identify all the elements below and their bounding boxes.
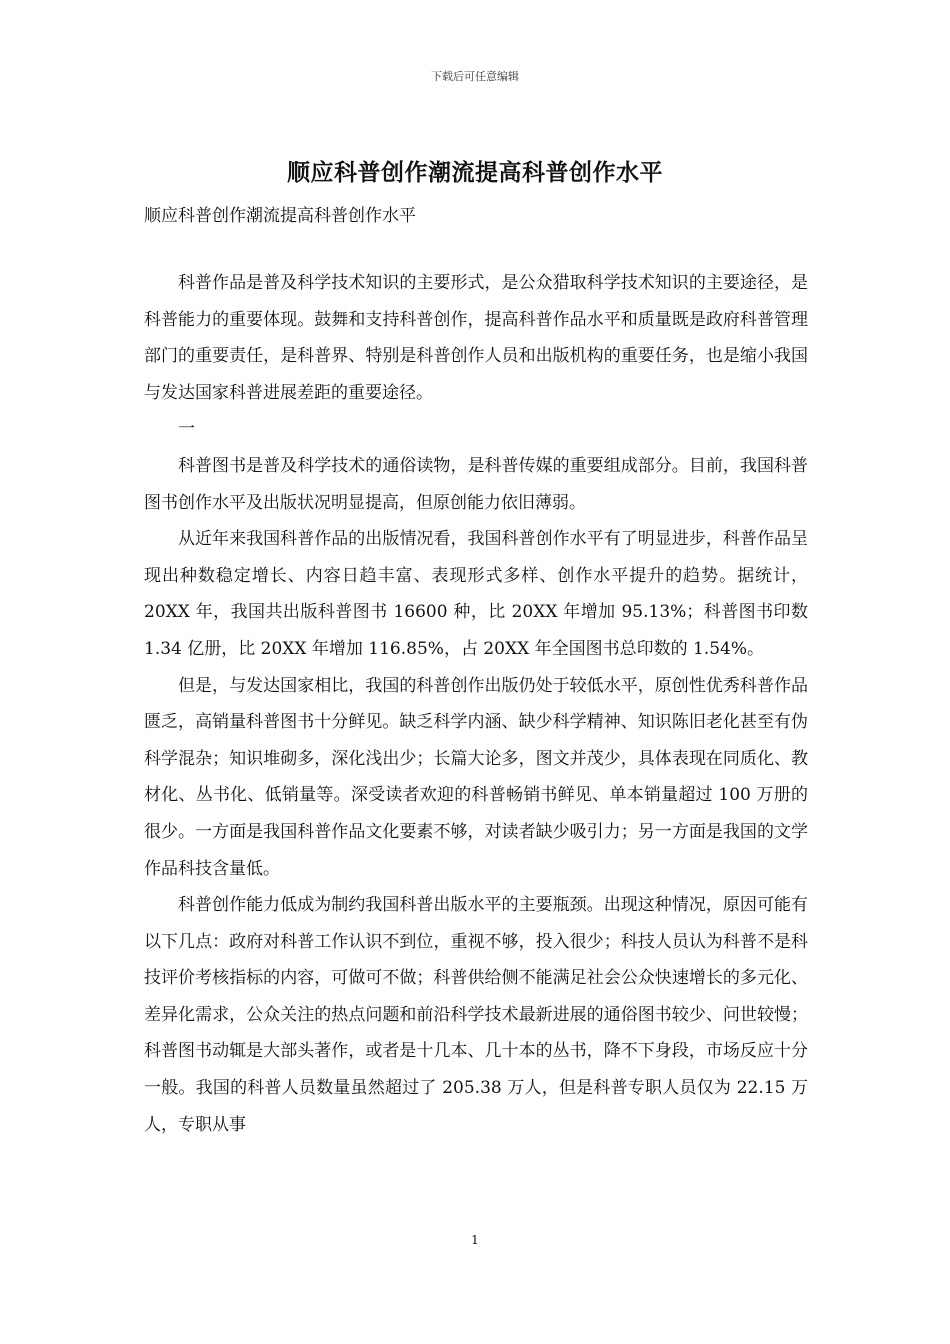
paragraph: 从近年来我国科普作品的出版情况看，我国科普创作水平有了明显进步，科普作品呈现出种数稳定增长、内容日趋丰富、表现形式多样、创作水平提升的趋势。据统计，20XX 年，我国共出版科普图书 16600 种，比 20XX 年增加 95.13%；科普图书印数 1.34 亿册，比 20XX 年增加 116.85%，占 20XX 年全国图书总印数的 1.54%。	[144, 529, 808, 659]
paragraph: 科普作品是普及科学技术知识的主要形式，是公众猎取科学技术知识的主要途径，是科普能力的重要体现。鼓舞和支持科普创作，提高科普作品水平和质量既是政府科普管理部门的重要责任，是科普界、特别是科普创作人员和出版机构的重要任务，也是缩小我国与发达国家科普进展差距的重要途径。	[144, 273, 808, 403]
document-title: 顺应科普创作潮流提高科普创作水平	[287, 159, 663, 186]
paragraph: 科普图书是普及科学技术的通俗读物，是科普传媒的重要组成部分。目前，我国科普图书创作水平及出版状况明显提高，但原创能力依旧薄弱。	[144, 455, 808, 513]
page-number: 1	[471, 1233, 479, 1247]
document-body	[144, 265, 808, 1143]
paragraph: 但是，与发达国家相比，我国的科普创作出版仍处于较低水平，原创性优秀科普作品匮乏，高销量科普图书十分鲜见。缺乏科学内涵、缺少科学精神、知识陈旧老化甚至有伪科学混杂；知识堆砌多，深化浅出少；长篇大论多，图文并茂少，具体表现在同质化、教材化、丛书化、低销量等。深受读者欢迎的科普畅销书鲜见、单本销量超过 100 万册的很少。一方面是我国科普作品文化要素不够，对读者缺少吸引力；另一方面是我国的文学作品科技含量低。	[144, 675, 808, 879]
page-header: 下载后可任意编辑	[431, 70, 519, 83]
section-number: 一	[178, 419, 195, 440]
paragraph: 科普创作能力低成为制约我国科普出版水平的主要瓶颈。出现这种情况，原因可能有以下几点：政府对科普工作认识不到位，重视不够，投入很少；科技人员认为科普不是科技评价考核指标的内容，可做可不做；科普供给侧不能满足社会公众快速增长的多元化、差异化需求，公众关注的热点问题和前沿科学技术最新进展的通俗图书较少、问世较慢；科普图书动辄是大部头著作，或者是十几本、几十本的丛书，降不下身段，市场反应十分一般。我国的科普人员数量虽然超过了 205.38 万人，但是科普专职人员仅为 22.15 万人，专职从事	[144, 895, 808, 1135]
document-subtitle: 顺应科普创作潮流提高科普创作水平	[144, 206, 416, 226]
